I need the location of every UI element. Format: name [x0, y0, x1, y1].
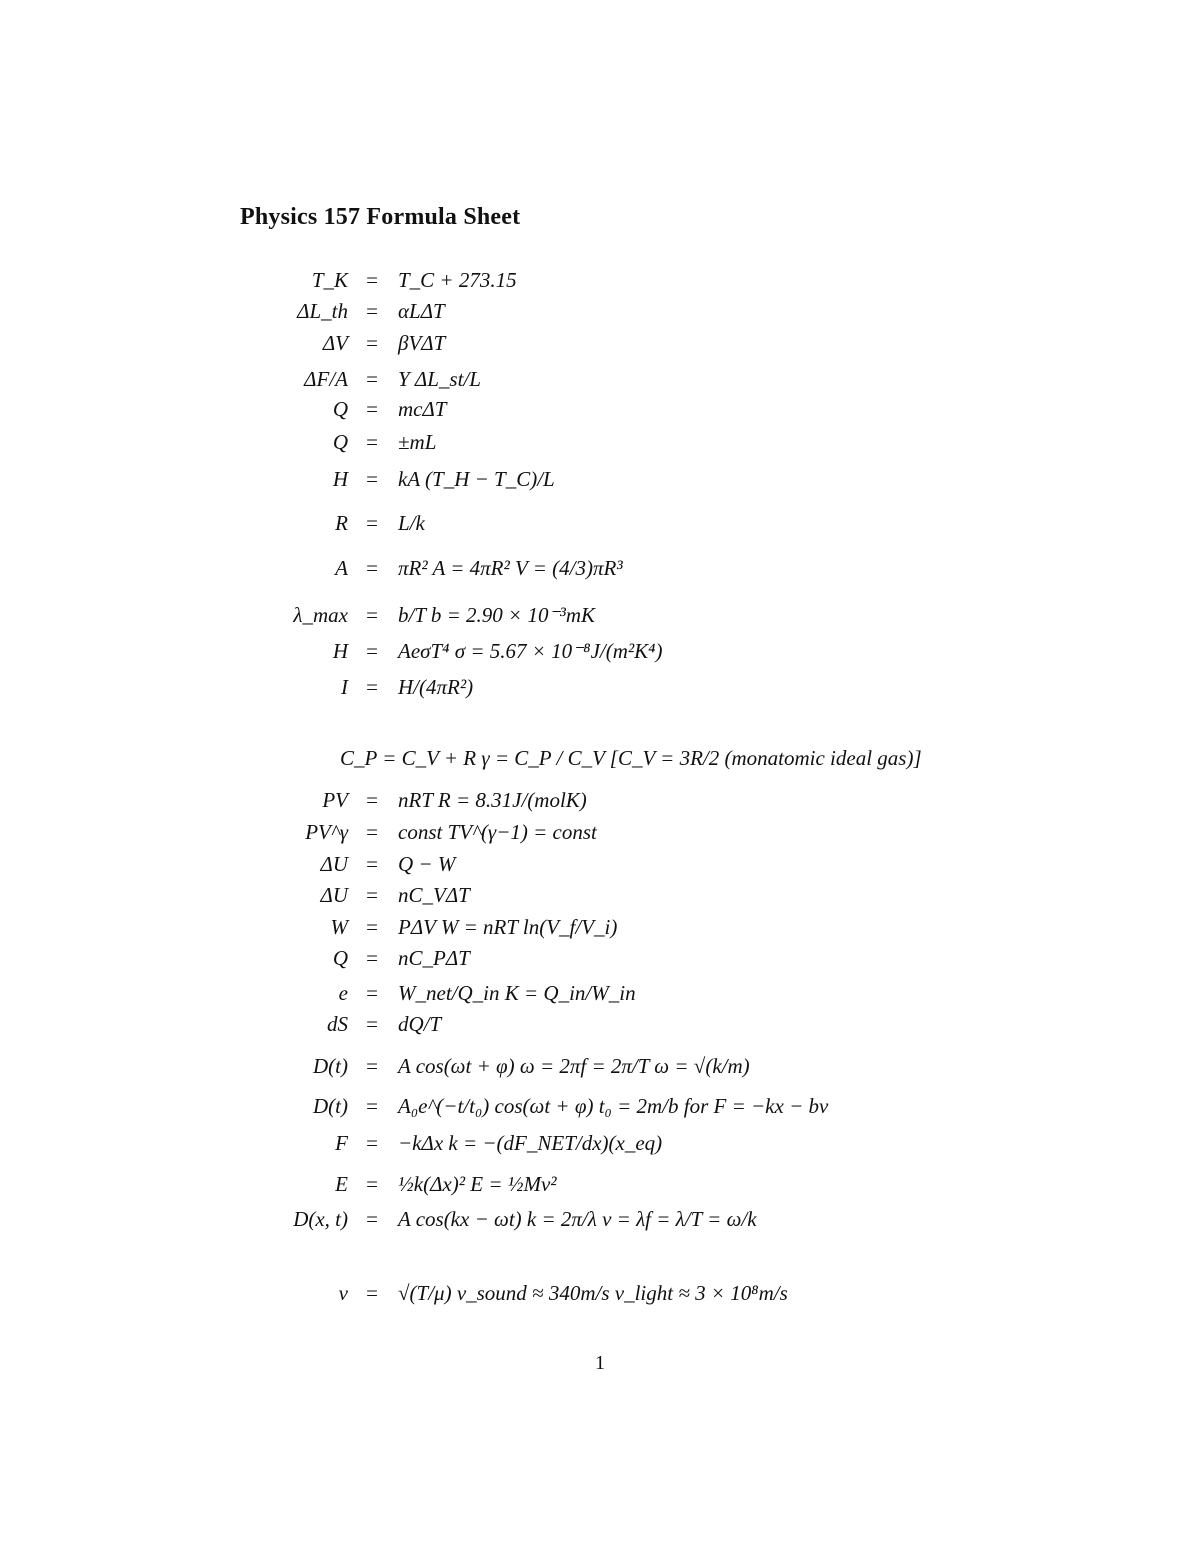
equation-row	[0, 877, 1200, 913]
equation-lhs: ΔU	[320, 883, 348, 907]
equals-sign: =	[366, 467, 378, 491]
equals-sign: =	[366, 397, 378, 421]
equation-row	[0, 1048, 1200, 1084]
equation-row	[0, 814, 1200, 850]
equation-rhs: H/(4πR²)	[398, 675, 474, 699]
equation-row	[0, 1006, 1200, 1042]
equation-rhs: PΔV W = nRT ln(V_f/V_i)	[398, 915, 618, 939]
equation-row	[0, 633, 1200, 669]
equals-sign: =	[366, 852, 378, 876]
equation-lhs: dS	[327, 1012, 348, 1036]
equals-sign: =	[366, 1172, 378, 1196]
equation-rhs: −kΔx k = −(dF_NET/dx)(x_eq)	[398, 1131, 663, 1155]
equation-row	[0, 782, 1200, 818]
equals-sign: =	[366, 1094, 378, 1118]
equation-rhs: nRT R = 8.31J/(molK)	[398, 788, 587, 812]
equation-row	[0, 1275, 1200, 1311]
equals-sign: =	[366, 788, 378, 812]
equation-row	[0, 669, 1200, 705]
equation-lhs: D(t)	[313, 1094, 348, 1118]
page-number: 1	[595, 1352, 605, 1374]
equals-sign: =	[366, 511, 378, 535]
equals-sign: =	[366, 331, 378, 355]
equals-sign: =	[366, 268, 378, 292]
equation-rhs: A cos(ωt + φ) ω = 2πf = 2π/T ω = √(k/m)	[398, 1054, 750, 1078]
equation-lhs: D(x, t)	[293, 1207, 348, 1231]
equation-lhs: Q	[332, 430, 348, 454]
equation-rhs: dQ/T	[398, 1012, 442, 1036]
equation-lhs: I	[341, 675, 348, 699]
equation-row	[0, 505, 1200, 541]
equation-row	[0, 461, 1200, 497]
equation-rhs: √(T/μ) v_sound ≈ 340m/s v_light ≈ 3 × 10⁸m/s	[398, 1281, 788, 1305]
equation-rhs: A cos(kx − ωt) k = 2π/λ v = λf = λ/T = ω/k	[398, 1207, 757, 1231]
equals-sign: =	[366, 883, 378, 907]
equals-sign: =	[366, 675, 378, 699]
equals-sign: =	[366, 946, 378, 970]
equals-sign: =	[366, 1281, 378, 1305]
equals-sign: =	[366, 1207, 378, 1231]
equation-row	[0, 940, 1200, 976]
equation-lhs: PV^γ	[305, 820, 348, 844]
equation-rhs: L/k	[398, 511, 425, 535]
equation-row	[0, 424, 1200, 460]
equation-lhs: e	[338, 981, 348, 1005]
equation-lhs: H	[332, 467, 348, 491]
equals-sign: =	[366, 299, 378, 323]
equation-lhs: H	[332, 639, 348, 663]
equation-rhs: Y ΔL_st/L	[398, 367, 481, 391]
equation-rhs: αLΔT	[398, 299, 445, 323]
equation-rhs: AeσT⁴ σ = 5.67 × 10⁻⁸J/(m²K⁴)	[398, 639, 663, 663]
equation-lhs: E	[335, 1172, 348, 1196]
equation-rhs: T_C + 273.15	[398, 268, 517, 292]
equation-row	[0, 550, 1200, 586]
equation-rhs: ±mL	[398, 430, 437, 454]
equation-row	[0, 1125, 1200, 1161]
equation-row	[0, 1201, 1200, 1237]
equation-rhs: πR² A = 4πR² V = (4/3)πR³	[398, 556, 623, 580]
equation-rhs: βVΔT	[398, 331, 446, 355]
page-title: Physics 157 Formula Sheet	[240, 204, 521, 230]
equation-lhs: Q	[332, 397, 348, 421]
equation-lhs: W	[330, 915, 348, 939]
equation-lhs: ΔV	[322, 331, 348, 355]
equation-lhs: λ_max	[293, 603, 348, 627]
equation-row	[0, 1166, 1200, 1202]
equation-lhs: A	[335, 556, 348, 580]
equation-lhs: ΔU	[320, 852, 348, 876]
equation-row	[0, 597, 1200, 633]
equation-rhs: W_net/Q_in K = Q_in/W_in	[398, 981, 636, 1005]
heat-capacity-line: C_P = C_V + R γ = C_P / C_V [C_V = 3R/2 (monatomic ideal gas)]	[340, 746, 922, 770]
equals-sign: =	[366, 556, 378, 580]
equation-row	[0, 391, 1200, 427]
equation-rhs: nC_PΔT	[398, 946, 470, 970]
equation-rhs: Q − W	[398, 852, 456, 876]
equals-sign: =	[366, 915, 378, 939]
equation-rhs: mcΔT	[398, 397, 447, 421]
equation-rhs: const TV^(γ−1) = const	[398, 820, 597, 844]
equation-rhs: A₀e^(−t/t₀) cos(ωt + φ) t₀ = 2m/b for F = −kx − bv	[398, 1094, 829, 1118]
equation-row	[0, 293, 1200, 329]
equals-sign: =	[366, 1054, 378, 1078]
equation-lhs: v	[338, 1281, 348, 1305]
equals-sign: =	[366, 639, 378, 663]
equals-sign: =	[366, 1131, 378, 1155]
equation-lhs: ΔL_th	[297, 299, 348, 323]
equation-lhs: F	[335, 1131, 348, 1155]
equation-rhs: b/T b = 2.90 × 10⁻³mK	[398, 603, 596, 627]
equation-lhs: D(t)	[313, 1054, 348, 1078]
equals-sign: =	[366, 603, 378, 627]
equation-lhs: PV	[322, 788, 348, 812]
equation-rhs: kA (T_H − T_C)/L	[398, 467, 555, 491]
equals-sign: =	[366, 1012, 378, 1036]
equation-lhs: T_K	[311, 268, 348, 292]
equation-row	[0, 325, 1200, 361]
equation-lhs: Q	[332, 946, 348, 970]
equation-rhs: nC_VΔT	[398, 883, 470, 907]
equation-lhs: ΔF/A	[304, 367, 348, 391]
equals-sign: =	[366, 367, 378, 391]
equation-rhs: ½k(Δx)² E = ½Mv²	[398, 1172, 557, 1196]
equation-lhs: R	[335, 511, 348, 535]
equation-row	[0, 1088, 1200, 1124]
equals-sign: =	[366, 981, 378, 1005]
equals-sign: =	[366, 820, 378, 844]
equals-sign: =	[366, 430, 378, 454]
